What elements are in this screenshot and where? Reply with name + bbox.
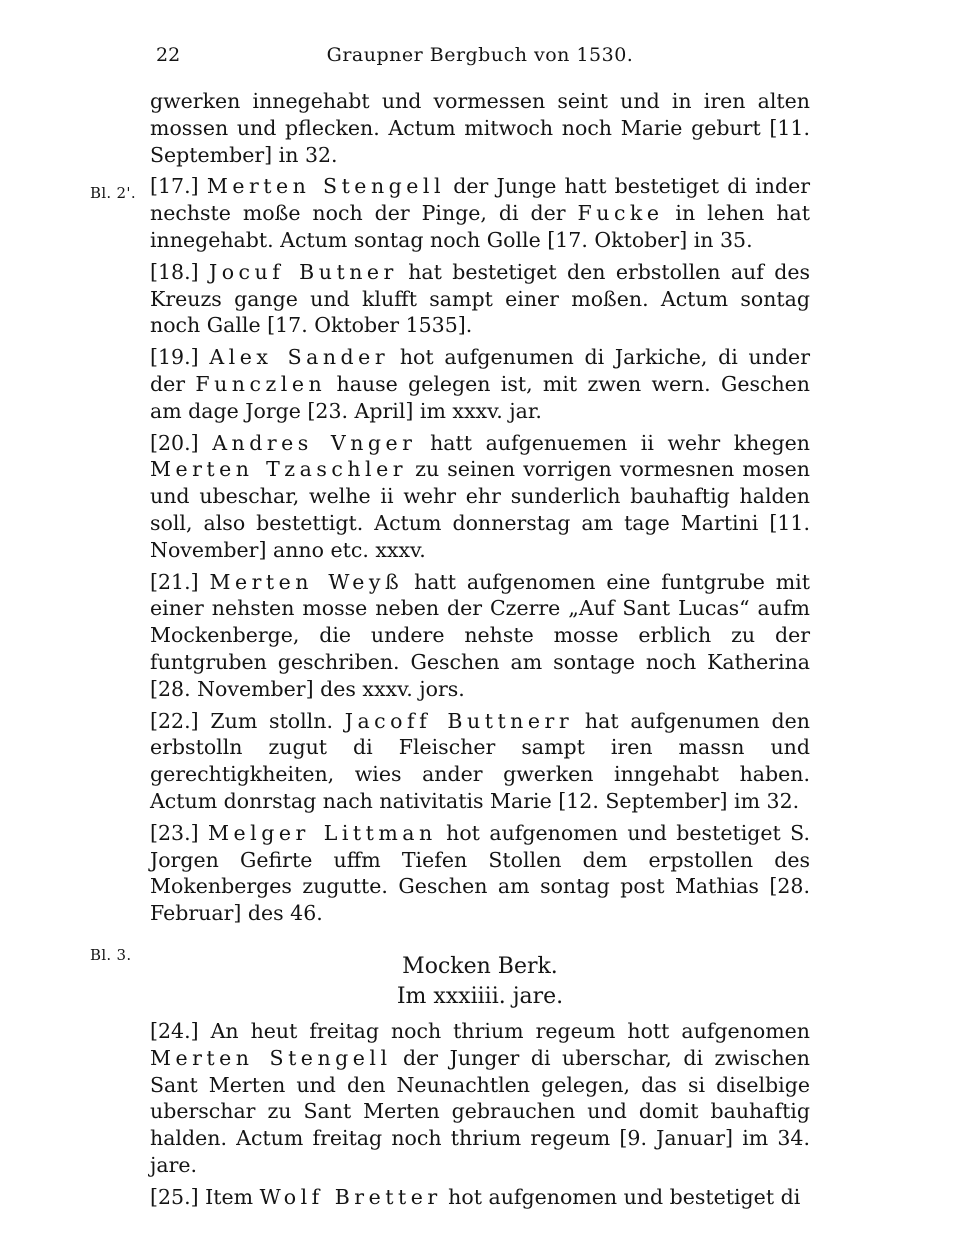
paragraph-text: An heut freitag noch thrium regeum hott aufgenomen <box>198 1018 810 1043</box>
paragraph-text: gwerken innegehabt und vormessen seint und in iren alten mossen und pflecken. Actum mitwoch noch Marie geburt [11. September] in 32. <box>150 89 810 167</box>
running-title: Graupner Bergbuch von 1530. <box>326 44 634 66</box>
paragraph-entry-23 <box>150 820 810 927</box>
paragraph-entry-19 <box>150 344 810 424</box>
paragraph-text: hatt aufgenomen eine funtgrube mit einer nehsten mosse neben der Czerre „Auf Sant Lucas“ aufm Mockenberge, die undere nehste mosse erblich zu der funtgruben geschriben. Geschen am sontage noch Katherina [28. November] des xxxv. jors. <box>150 569 810 701</box>
person-name: Jocuf Butner <box>208 259 398 284</box>
paragraph-text: der Junger di uberschar, di zwischen Sant Merten und den Neunachtlen gelegen, das si diselbige uberschar zu Sant Merten gebrauchen und domit bauhaftig halden. Actum freitag noch thrium regeum [9. Januar] im 34. jare. <box>150 1045 810 1177</box>
person-name: Merten Stengell <box>206 174 446 199</box>
paragraph-entry-24 <box>150 1018 810 1179</box>
person-name: Merten Stengell <box>150 1045 392 1070</box>
entry-number: [19.] <box>150 345 199 370</box>
person-name: Wolf Bretter <box>259 1184 442 1209</box>
paragraph <box>150 88 810 168</box>
paragraph-entry-25 <box>150 1184 810 1211</box>
paragraph-text: in lehen hat innegehabt. Actum sontag noch Golle [17. Oktober] in 35. <box>150 201 810 252</box>
margin-note-folio: Bl. 3. <box>90 946 132 964</box>
page-number: 22 <box>156 44 181 66</box>
running-head <box>150 44 810 68</box>
section-subtitle: Im xxxiiii. jare. <box>396 983 564 1009</box>
paragraph-entry-18 <box>150 259 810 339</box>
entry-number: [25.] <box>150 1184 199 1209</box>
person-name: Andres Vnger <box>212 430 417 455</box>
paragraph-text: zu seinen vorrigen vormesnen mosen und ubeschar, welhe ii wehr ehr sunderlich bauhaftig halden soll, also bestettigt. Actum donnerstag am tage Martini [11. November] anno etc. xxxv. <box>150 457 810 562</box>
paragraph-text: hat bestetiget den erbstollen auf des Kreuzs gange und klufft sampt einer moßen. Actum sontag noch Galle [17. Oktober 1535]. <box>150 259 810 338</box>
entry-number: [22.] <box>150 708 199 733</box>
margin-note-folio: Bl. 2'. <box>90 184 136 202</box>
paragraph-text: hot aufgenomen und bestetiget di <box>441 1184 801 1209</box>
paragraph-lead: Zum stolln. <box>210 708 345 733</box>
person-name: Jacoff Buttnerr <box>344 708 574 733</box>
person-name: Funczlen <box>195 371 327 396</box>
paragraph-text: hot aufgenumen di Jarkiche, di under der <box>150 345 810 396</box>
section-gap <box>150 932 810 952</box>
person-name: Merten Tzaschler <box>150 457 408 482</box>
paragraph-text: hatt aufgenuemen ii wehr khegen <box>416 430 810 455</box>
paragraph-text: hat aufgenumen den erbstolln zugut di Fleischer sampt iren massn und gerechtigkheiten, wies ander gwerken inngehabt haben. Actum donrstag nach nativitatis Marie [12. September] im 32. <box>150 708 810 813</box>
entry-number: [18.] <box>150 259 199 284</box>
paragraph-entry-21 <box>150 569 810 703</box>
paragraph-entry-22 <box>150 708 810 815</box>
paragraph-entry-20 <box>150 430 810 564</box>
entry-number: [24.] <box>150 1018 199 1043</box>
document-body <box>150 88 810 1215</box>
entry-number: [23.] <box>150 820 199 845</box>
paragraph-text: hot aufgenomen und bestetiget S. Jorgen Gefirte uffm Tiefen Stollen dem erpstollen des Mokenberges zugutte. Geschen am sontag post Mathias [28. Februar] des 46. <box>150 820 810 926</box>
entry-number: [21.] <box>150 569 199 594</box>
paragraph-entry-17 <box>150 173 810 253</box>
paragraph-text: hause gelegen ist, mit zwen wern. Geschen am dage Jorge [23. April] im xxxv. jar. <box>150 371 810 423</box>
paragraph-text: der Junge hatt bestetiget di inder nechste moße noch der Pinge, di der <box>150 174 810 226</box>
paragraph-text: Item <box>198 1184 260 1209</box>
person-name: Merten Weyß <box>209 569 404 594</box>
entry-number: [17.] <box>150 174 199 199</box>
section-heading-block <box>150 952 810 1012</box>
person-name: Melger Littman <box>208 820 437 845</box>
person-name: Alex Sander <box>209 345 390 370</box>
section-title: Mocken Berk. <box>402 953 558 979</box>
entry-number: [20.] <box>150 430 199 455</box>
person-name: Fucke <box>577 201 664 226</box>
